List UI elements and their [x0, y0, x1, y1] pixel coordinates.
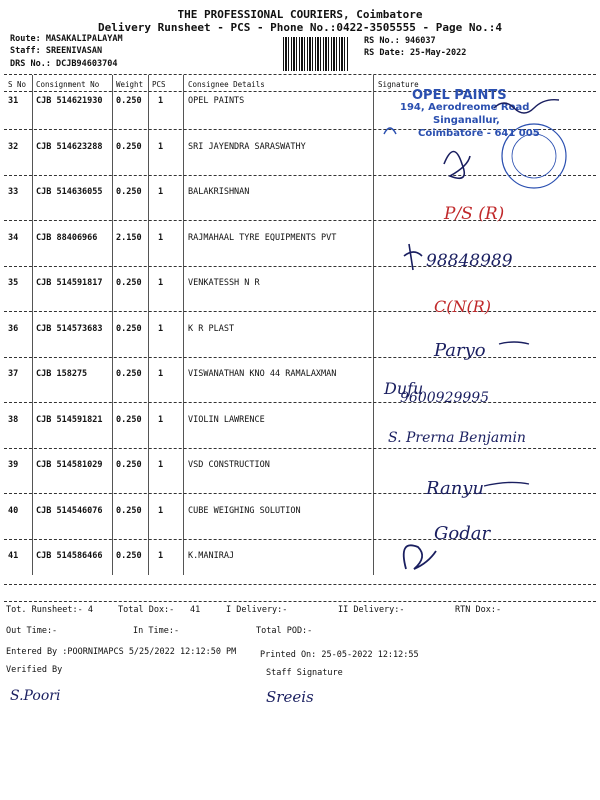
signature-mark	[499, 342, 529, 344]
signature-mark	[484, 482, 529, 486]
stamp-address: 194, Aerodreome Road	[400, 102, 530, 113]
signature-area	[374, 84, 600, 584]
row-sno: 39	[8, 460, 19, 470]
column-rule	[32, 75, 33, 575]
signature-mark	[444, 152, 470, 179]
divider	[4, 601, 596, 602]
row-divider	[4, 584, 596, 585]
row-pcs: 1	[158, 141, 164, 152]
row-consignee: CUBE WEIGHING SOLUTION	[188, 505, 301, 516]
row-consignment-no: CJB 514623288	[36, 141, 103, 152]
row-consignment-no: CJB 514591817	[36, 278, 103, 288]
row-pcs: 1	[158, 278, 164, 288]
svg-text:Sreeis: Sreeis	[266, 688, 314, 706]
staff-signature-label: Staff Signature	[266, 668, 343, 678]
row-sno: 37	[8, 369, 19, 379]
col-consignment: Consignment No	[36, 80, 100, 89]
row-consignment-no: CJB 88406966	[36, 232, 98, 243]
row-weight: 0.250	[116, 505, 142, 516]
row-consignment-no: CJB 514581029	[36, 460, 103, 470]
row-pcs: 1	[158, 187, 164, 197]
in-time: In Time:-	[133, 626, 180, 636]
row-consignee: K.MANIRAJ	[188, 551, 235, 561]
row-consignee: RAJMAHAAL TYRE EQUIPMENTS PVT	[188, 232, 337, 243]
signature-mark	[404, 545, 436, 569]
handwritten-phone: 9600929995	[400, 390, 490, 406]
divider	[4, 74, 596, 75]
row-weight: 0.250	[116, 551, 142, 561]
row-pcs: 1	[158, 323, 164, 334]
handwritten-mark: P/S (R)	[444, 204, 505, 224]
handwritten-mark: C(N(R)	[434, 297, 492, 316]
handwritten-mark: Ranyu	[426, 478, 485, 499]
col-weight: Weight	[116, 80, 144, 89]
stamp-city: Coimbatore - 641 005	[418, 128, 540, 139]
seal-icon	[512, 134, 556, 178]
row-consignee: VISWANATHAN KNO 44 RAMALAXMAN	[188, 369, 337, 379]
row-weight: 0.250	[116, 141, 142, 152]
row-consignment-no: CJB 158275	[36, 369, 88, 379]
out-time: Out Time:-	[6, 626, 58, 636]
row-sno: 36	[8, 323, 19, 334]
route-label: Route: MASAKALIPALAYAM	[10, 34, 123, 44]
row-weight: 0.250	[116, 96, 142, 106]
row-weight: 0.250	[116, 278, 142, 288]
total-dox-label: Total Dox:-	[118, 605, 175, 615]
column-rule	[148, 75, 149, 575]
total-pod: Total POD:-	[256, 626, 313, 636]
verified-by: Verified By	[6, 665, 63, 675]
row-weight: 0.250	[116, 414, 142, 425]
signature-mark	[404, 244, 422, 270]
handwritten-mark: Dufu	[384, 379, 424, 398]
handwritten-recipient: S. Prerna Benjamin	[388, 430, 526, 446]
signature-mark	[384, 128, 396, 134]
row-consignee: K R PLAST	[188, 323, 235, 334]
col-pcs: PCS	[152, 80, 166, 89]
ii-delivery: II Delivery:-	[338, 605, 405, 615]
runsheet-subtitle: Delivery Runsheet - PCS - Phone No.:0422-3505555 - Page No.:4	[98, 21, 502, 34]
col-sno: S No	[8, 80, 27, 89]
row-consignment-no: CJB 514573683	[36, 323, 103, 334]
row-weight: 0.250	[116, 460, 142, 470]
row-consignee: OPEL PAINTS	[188, 96, 245, 106]
row-consignment-no: CJB 514546076	[36, 505, 103, 516]
rs-date: RS Date: 25-May-2022	[364, 48, 467, 58]
row-pcs: 1	[158, 232, 164, 243]
drs-number: DRS No.: DCJB94603704	[10, 59, 118, 69]
row-consignment-no: CJB 514586466	[36, 551, 103, 561]
column-rule	[112, 75, 113, 575]
row-consignee: BALAKRISHNAN	[188, 187, 250, 197]
row-sno: 35	[8, 278, 19, 288]
row-consignment-no: CJB 514636055	[36, 187, 103, 197]
i-delivery: I Delivery:-	[226, 605, 288, 615]
row-pcs: 1	[158, 505, 164, 516]
rtn-dox: RTN Dox:-	[455, 605, 502, 615]
row-sno: 41	[8, 551, 19, 561]
stamp-company: OPEL PAINTS	[412, 88, 507, 103]
row-sno: 31	[8, 96, 19, 106]
row-pcs: 1	[158, 369, 164, 379]
staff-signature	[262, 680, 372, 712]
verifier-signature	[6, 680, 106, 710]
row-pcs: 1	[158, 96, 164, 106]
col-consignee: Consignee Details	[188, 80, 265, 89]
row-weight: 0.250	[116, 323, 142, 334]
rs-number: RS No.: 946037	[364, 36, 436, 46]
row-weight: 2.150	[116, 232, 142, 243]
handwritten-mark: Paryo	[434, 340, 486, 361]
row-sno: 33	[8, 187, 19, 197]
row-consignee: SRI JAYENDRA SARASWATHY	[188, 141, 306, 152]
barcode	[283, 37, 349, 71]
row-weight: 0.250	[116, 187, 142, 197]
printed-on: Printed On: 25-05-2022 12:12:55	[260, 650, 419, 660]
row-consignment-no: CJB 514591821	[36, 414, 103, 425]
handwritten-mark: 98848989	[426, 251, 513, 271]
signature-mark	[494, 100, 559, 113]
row-sno: 34	[8, 232, 19, 243]
row-consignee: VIOLIN LAWRENCE	[188, 414, 265, 425]
row-pcs: 1	[158, 460, 164, 470]
row-consignment-no: CJB 514621930	[36, 96, 103, 106]
row-sno: 40	[8, 505, 19, 516]
column-rule	[183, 75, 184, 575]
row-pcs: 1	[158, 551, 164, 561]
company-title: THE PROFESSIONAL COURIERS, Coimbatore	[177, 8, 423, 21]
col-signature: Signature	[378, 80, 419, 89]
row-sno: 32	[8, 141, 19, 152]
row-consignee: VSD CONSTRUCTION	[188, 460, 270, 470]
total-dox-value: 41	[190, 605, 201, 615]
row-sno: 38	[8, 414, 19, 425]
row-consignee: VENKATESSH N R	[188, 278, 260, 288]
row-pcs: 1	[158, 414, 164, 425]
svg-text:S.Poori: S.Poori	[10, 688, 61, 704]
stamp-area: Singanallur,	[433, 115, 500, 126]
entered-by: Entered By :POORNIMAPCS 5/25/2022 12:12:50 PM	[6, 647, 237, 657]
handwritten-mark: Godar	[434, 523, 491, 544]
total-runsheet: Tot. Runsheet:- 4	[6, 605, 93, 615]
staff-label: Staff: SREENIVASAN	[10, 46, 103, 56]
row-weight: 0.250	[116, 369, 142, 379]
